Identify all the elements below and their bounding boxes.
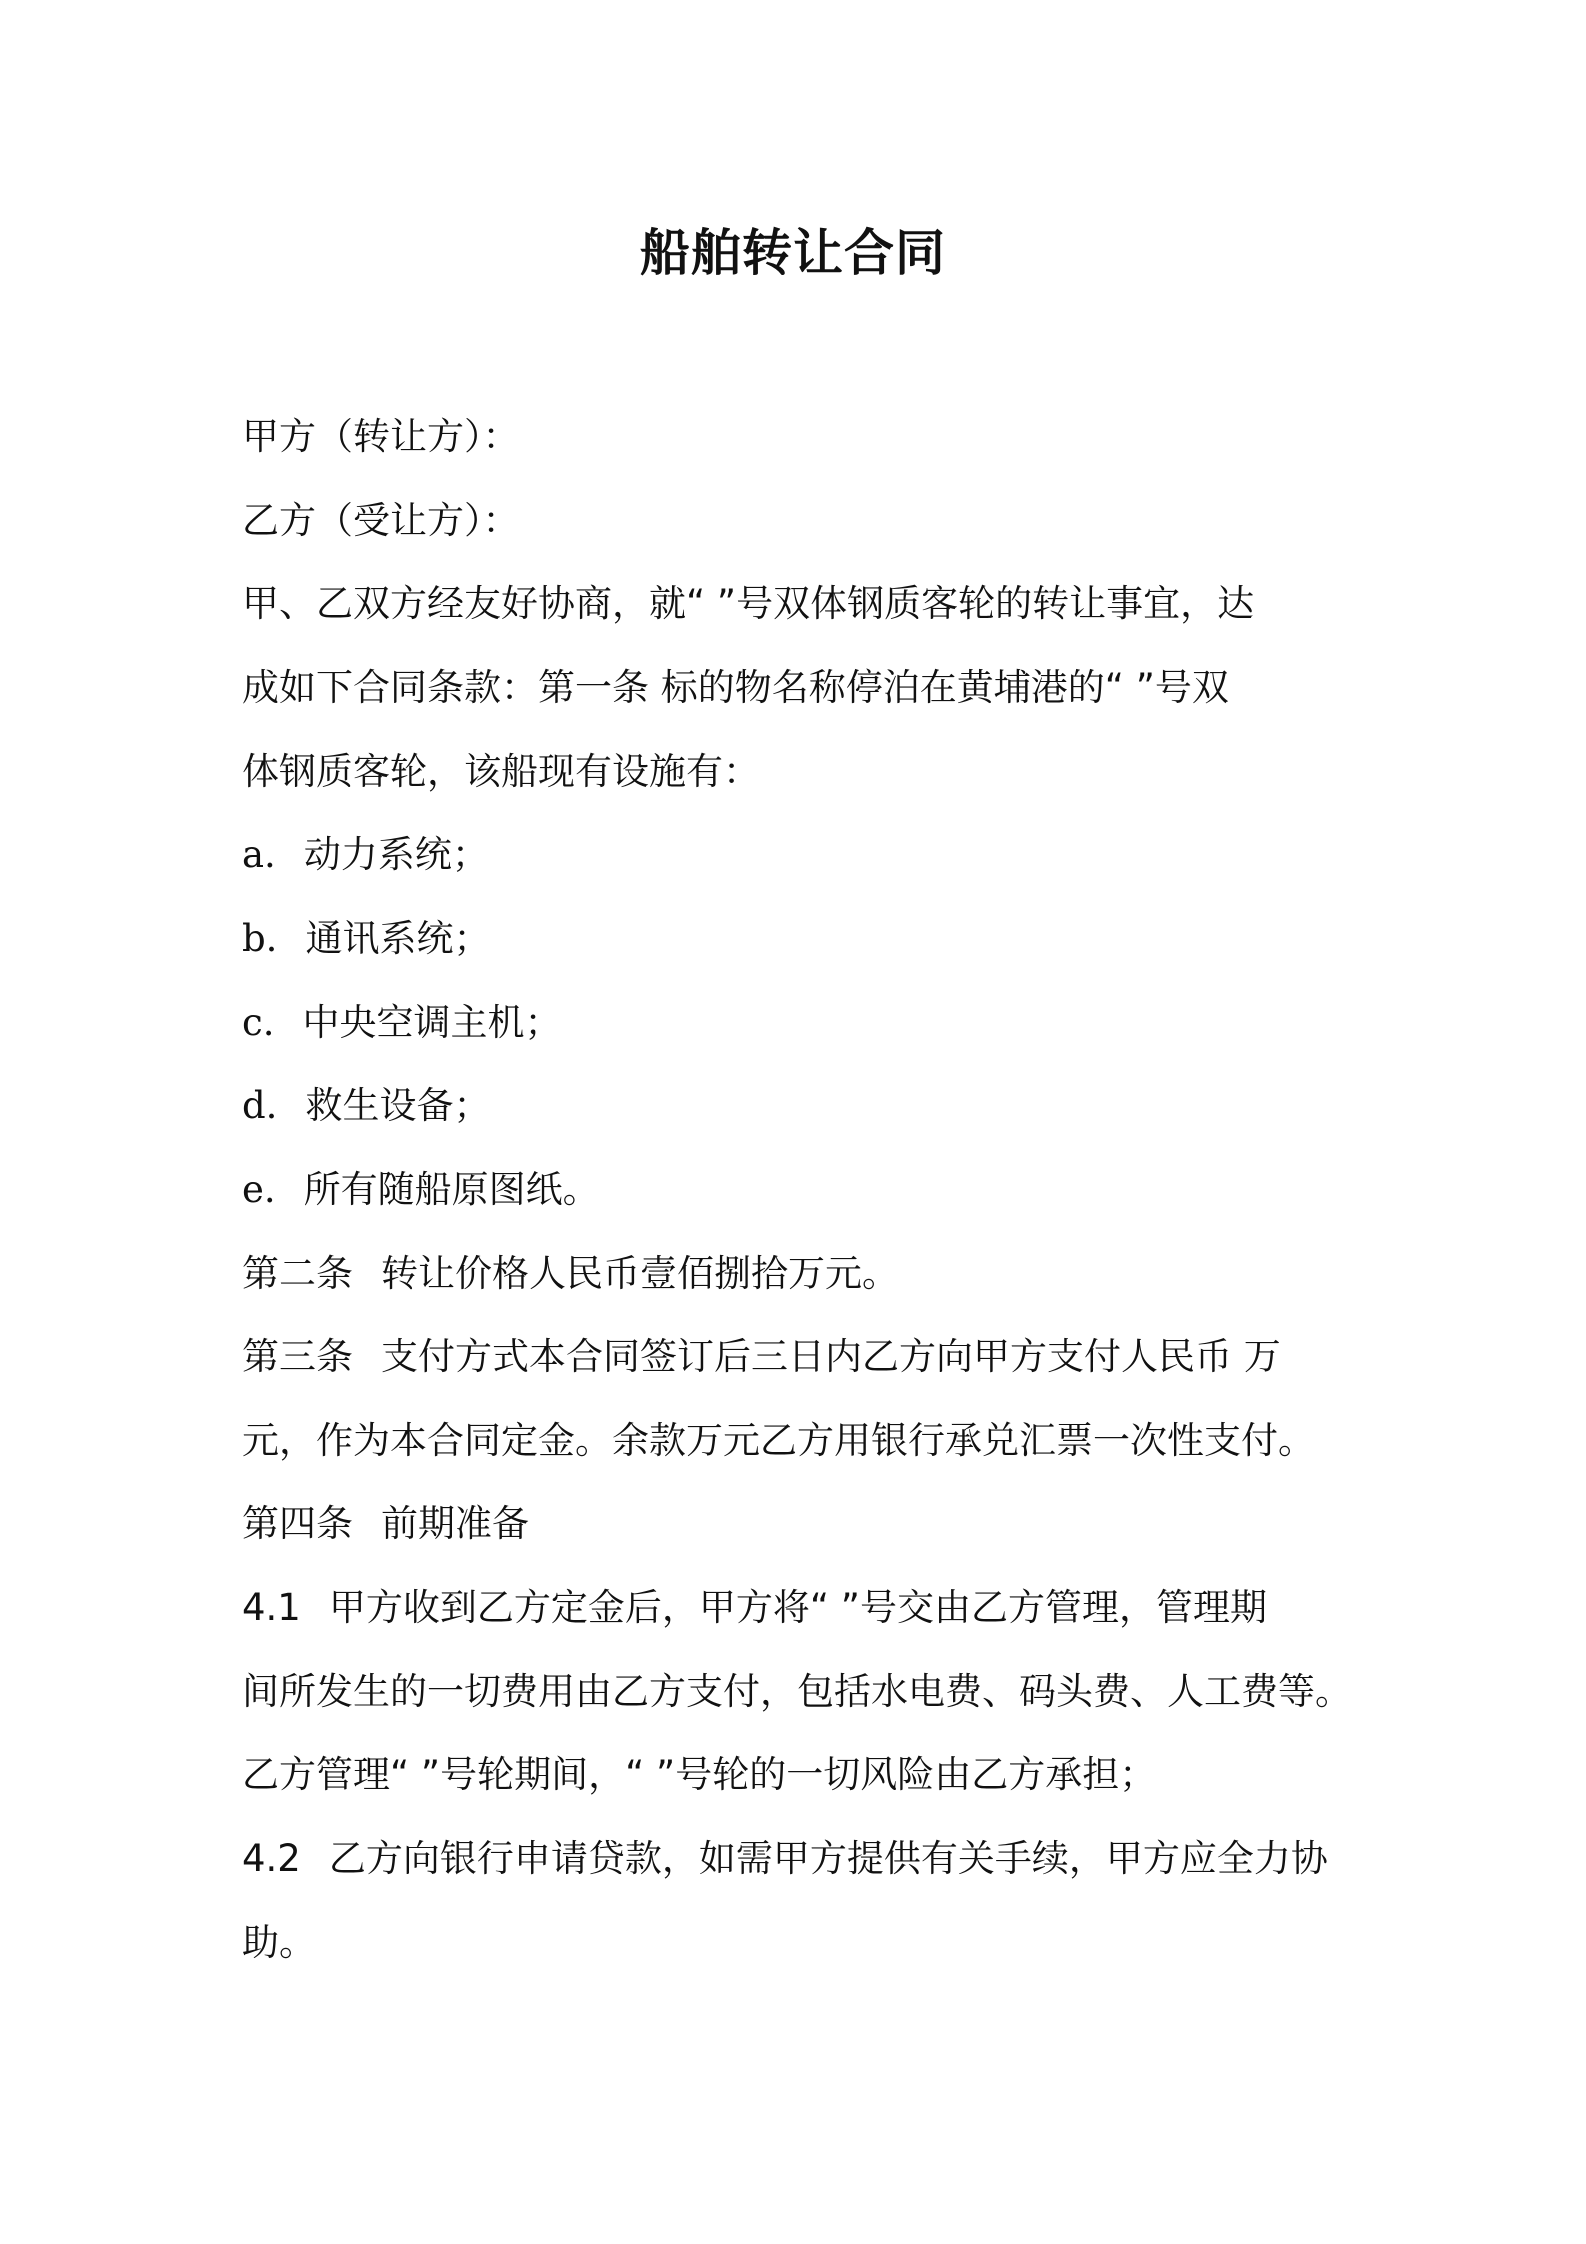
paragraph-line: [242, 1753, 1157, 1796]
article-2: [242, 1252, 899, 1295]
line-text: 支付方式本合同签订后三日内乙方向甲方支付人民币 万: [381, 1335, 1281, 1378]
clause-number: 4.1: [242, 1586, 301, 1629]
list-item: [242, 1001, 562, 1044]
clause-4-1: [242, 1586, 1267, 1629]
paragraph-line: [242, 1670, 1352, 1713]
line-text: 乙方向银行申请贷款，如需甲方提供有关手续，甲方应全力协: [328, 1837, 1328, 1880]
line-text: 前期准备: [381, 1502, 529, 1545]
list-marker: c.: [242, 1001, 275, 1044]
line-text: 助。: [242, 1921, 316, 1964]
paragraph-line: [242, 582, 1255, 625]
clause-number: 4.2: [242, 1837, 301, 1880]
article-number: 第二条: [242, 1252, 353, 1295]
line-text: 乙方管理“ ”号轮期间，“ ”号轮的一切风险由乙方承担；: [242, 1753, 1157, 1796]
clause-4-2: [242, 1837, 1328, 1880]
line-text: 所有随船原图纸。: [303, 1168, 600, 1211]
paragraph-line: [242, 666, 1229, 709]
list-marker: d.: [242, 1084, 278, 1127]
line-text: 动力系统；: [303, 833, 489, 876]
list-marker: b.: [242, 917, 278, 960]
line-text: 体钢质客轮，该船现有设施有：: [242, 750, 760, 793]
line-text: 中央空调主机；: [302, 1001, 562, 1044]
line-text: 甲方收到乙方定金后，甲方将“ ”号交由乙方管理，管理期: [328, 1586, 1267, 1629]
line-text: 转让价格人民币壹佰捌拾万元。: [381, 1252, 899, 1295]
article-3: [242, 1335, 1281, 1378]
article-4: [242, 1502, 529, 1545]
list-item: [242, 1168, 600, 1211]
line-text: 成如下合同条款：第一条 标的物名称停泊在黄埔港的“ ”号双: [242, 666, 1229, 709]
list-item: [242, 917, 491, 960]
line-text: 救生设备；: [305, 1084, 491, 1127]
party-b-line: [242, 499, 520, 542]
line-text: 通讯系统；: [305, 917, 491, 960]
line-text: 乙方（受让方）：: [242, 499, 520, 542]
line-text: 元，作为本合同定金。余款万元乙方用银行承兑汇票一次性支付。: [242, 1419, 1315, 1462]
line-text: 间所发生的一切费用由乙方支付，包括水电费、码头费、人工费等。: [242, 1670, 1352, 1713]
list-item: [242, 833, 489, 876]
list-marker: e.: [242, 1168, 276, 1211]
list-marker: a.: [242, 833, 276, 876]
article-number: 第四条: [242, 1502, 353, 1545]
paragraph-line: [242, 750, 760, 793]
party-a-line: [242, 415, 520, 458]
paragraph-line: [242, 1921, 316, 1964]
list-item: [242, 1084, 491, 1127]
line-text: 甲方（转让方）：: [242, 415, 520, 458]
article-number: 第三条: [242, 1335, 353, 1378]
line-text: 甲、乙双方经友好协商，就“ ”号双体钢质客轮的转让事宜，达: [242, 582, 1255, 625]
paragraph-line: [242, 1419, 1315, 1462]
document-title: 船舶转让合同: [640, 224, 946, 282]
